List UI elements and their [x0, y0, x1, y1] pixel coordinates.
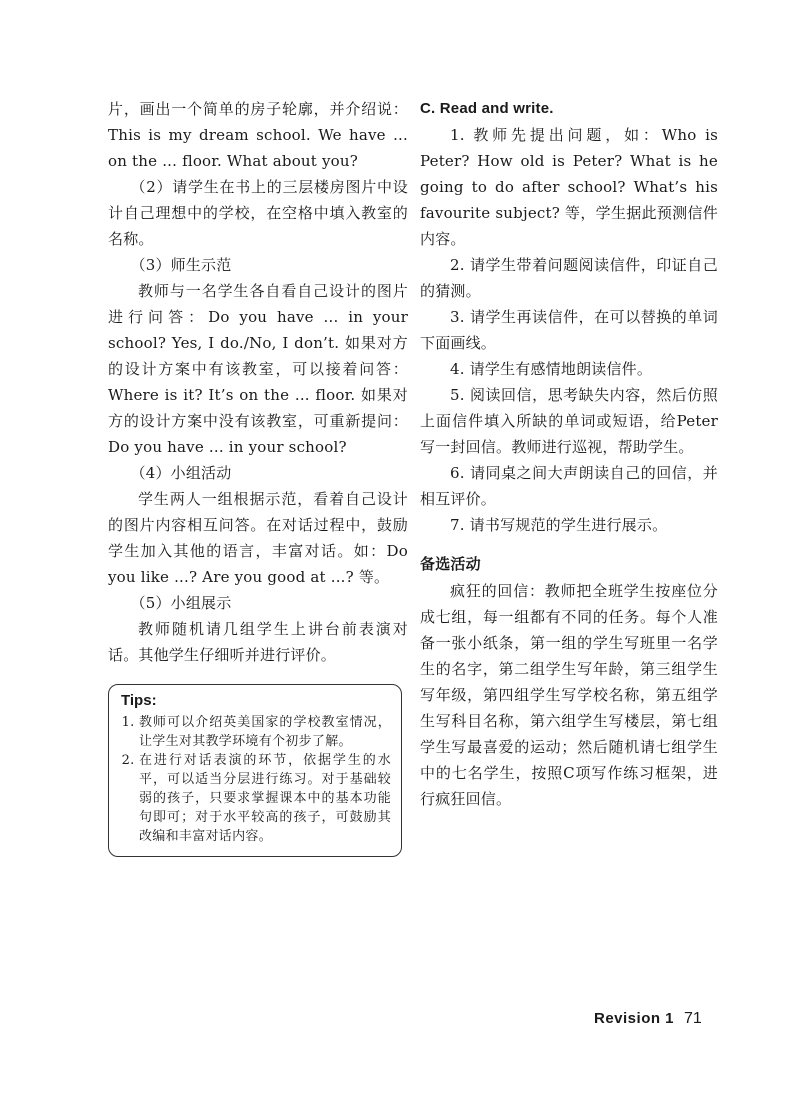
- alternative-activity-title: 备选活动: [420, 556, 481, 573]
- tips-list: [121, 713, 391, 846]
- step-4-paragraph: 学生两人一组根据示范，看着自己设计的图片内容相互问答。在对话过程中，鼓励学生加入其他的语言，丰富对话。如：Do you like ...? Are you good at ...? 等。: [108, 490, 408, 586]
- step-3-paragraph: 教师与一名学生各自看自己设计的图片进行问答：Do you have ... in your school? Yes, I do./No, I don’t. 如果对方的设计方案中有该教室，可以接着问答：Where is it? It’s on the ... floor. 如果对方的设计方案中没有该教室，可重新提问：Do you have ... in your school?: [108, 282, 408, 456]
- c-item-7: 7. 请书写规范的学生进行展示。: [450, 516, 668, 534]
- footer-section-label: Revision 1: [594, 1010, 675, 1027]
- tips-item: 2. 在进行对话表演的环节，依据学生的水平，可以适当分层进行练习。对于基础较弱的孩子，只要求掌握课本中的基本功能句即可；对于水平较高的孩子，可鼓励其改编和丰富对话内容。: [139, 751, 391, 846]
- section-c-title: C. Read and write.: [420, 100, 554, 117]
- page-number: 71: [684, 1010, 702, 1027]
- page-footer: [594, 1010, 702, 1028]
- step-5-heading: （5）小组展示: [130, 594, 232, 612]
- right-column: [420, 96, 718, 812]
- alternative-activity-text: 疯狂的回信：教师把全班学生按座位分成七组，每一组都有不同的任务。每个人准备一张小纸条，第一组的学生写班里一名学生的名字，第二组学生写年龄，第三组学生写年级，第四组学生写学校名称，第五组学生写科目名称，第六组学生写楼层，第七组学生写最喜爱的运动；然后随机请七组学生中的七名学生，按照C项写作练习框架，进行疯狂回信。: [420, 582, 718, 808]
- step-5-paragraph: 教师随机请几组学生上讲台前表演对话。其他学生仔细听并进行评价。: [108, 620, 408, 664]
- c-item-3: 3. 请学生再读信件，在可以替换的单词下面画线。: [420, 308, 718, 352]
- c-item-5: 5. 阅读回信，思考缺失内容，然后仿照上面信件填入所缺的单词或短语，给Peter写一封回信。教师进行巡视，帮助学生。: [420, 386, 718, 456]
- tips-title: Tips:: [121, 692, 157, 709]
- c-item-2: 2. 请学生带着问题阅读信件，印证自己的猜测。: [420, 256, 718, 300]
- left-paragraph-1: 片，画出一个简单的房子轮廓，并介绍说：This is my dream school. We have ... on the ... floor. What about you?: [108, 100, 408, 170]
- step-3-heading: （3）师生示范: [130, 256, 232, 274]
- tips-item: 1. 教师可以介绍英美国家的学校教室情况，让学生对其教学环境有个初步了解。: [139, 713, 391, 751]
- c-item-6: 6. 请同桌之间大声朗读自己的回信，并相互评价。: [420, 464, 718, 508]
- c-item-1: 1. 教师先提出问题，如：Who is Peter? How old is Peter? What is he going to do after school? What’s his favourite subject? 等，学生据此预测信件内容。: [420, 126, 718, 248]
- tips-box: [108, 684, 402, 857]
- c-item-4: 4. 请学生有感情地朗读信件。: [450, 360, 653, 378]
- step-4-heading: （4）小组活动: [130, 464, 232, 482]
- step-2-paragraph: （2）请学生在书上的三层楼房图片中设计自己理想中的学校，在空格中填入教室的名称。: [108, 178, 408, 248]
- left-column: [108, 96, 408, 857]
